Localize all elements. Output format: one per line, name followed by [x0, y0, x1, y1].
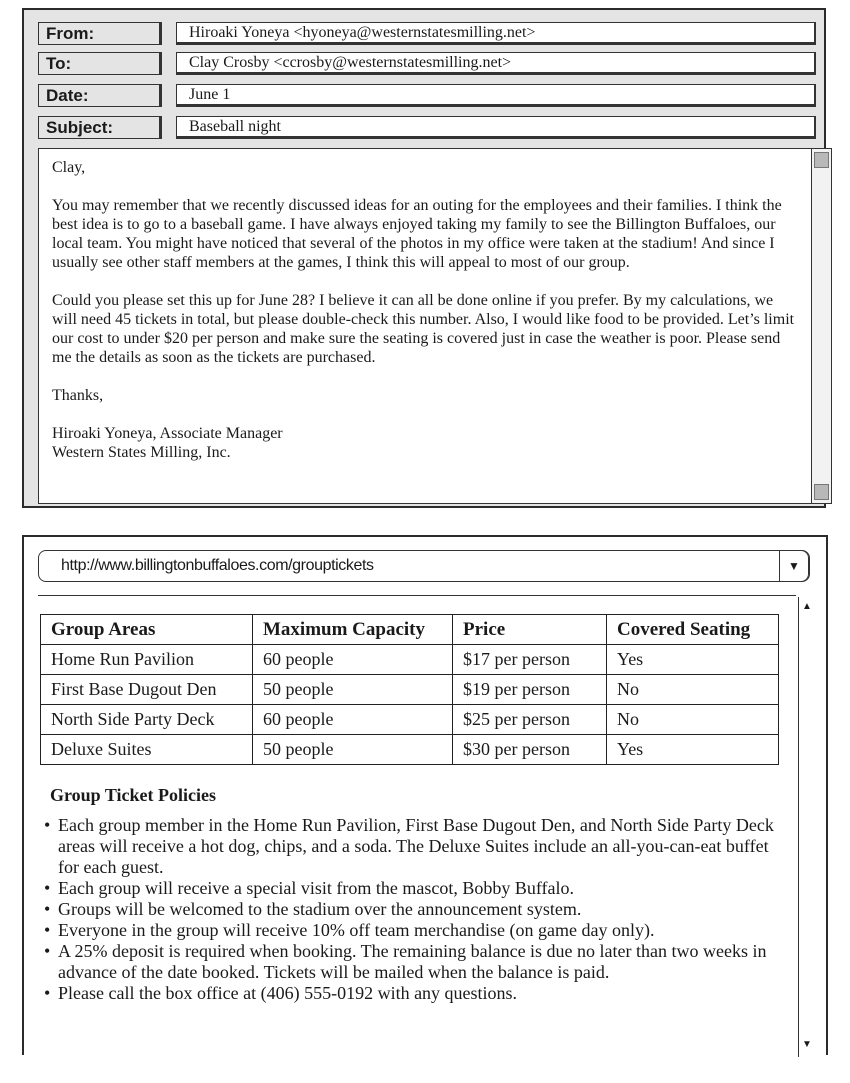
list-item: • Each group member in the Home Run Pavilion, First Base Dugout Den, and North Side Party Deck areas will receive a hot dog, chips, and a soda. The Deluxe Suites include an all-you-can-eat buffet for each guest.: [44, 815, 774, 878]
date-label: Date:: [38, 84, 162, 107]
list-item: • Please call the box office at (406) 555-0192 with any questions.: [44, 983, 774, 1004]
browser-window: [22, 535, 828, 1055]
table-cell: 50 people: [253, 735, 453, 765]
table-header-row: [41, 615, 779, 645]
scroll-down-arrow-icon[interactable]: ▼: [802, 1039, 812, 1050]
subject-row: [38, 116, 816, 139]
scroll-up-arrow-icon[interactable]: ▲: [802, 601, 812, 612]
list-item: • Everyone in the group will receive 10% off team merchandise (on game day only).: [44, 920, 774, 941]
group-areas-table: [40, 614, 779, 765]
subject-field[interactable]: Baseball night: [176, 116, 816, 139]
divider: [38, 595, 796, 596]
to-field[interactable]: Clay Crosby <ccrosby@westernstatesmilling.net>: [176, 52, 816, 75]
email-closing: Thanks,: [52, 387, 104, 404]
to-label: To:: [38, 52, 162, 75]
chevron-down-icon[interactable]: ▼: [779, 550, 809, 582]
email-body[interactable]: [38, 148, 812, 504]
table-row: [41, 645, 779, 675]
policies-title: Group Ticket Policies: [50, 785, 217, 805]
column-header: Covered Seating: [607, 615, 779, 645]
email-greeting: Clay,: [52, 159, 86, 176]
table-cell: No: [607, 705, 779, 735]
email-window: [22, 8, 826, 508]
date-row: [38, 84, 816, 107]
list-item: • Groups will be welcomed to the stadium over the announcement system.: [44, 899, 774, 920]
date-field[interactable]: June 1: [176, 84, 816, 107]
page-scrollbar[interactable]: [798, 597, 816, 1057]
table-row: [41, 675, 779, 705]
email-signature-name: Hiroaki Yoneya, Associate Manager: [52, 425, 283, 442]
table-cell: Deluxe Suites: [41, 735, 253, 765]
scroll-down-icon[interactable]: [814, 484, 829, 500]
table-cell: 60 people: [253, 705, 453, 735]
to-row: [38, 52, 816, 75]
table-cell: 60 people: [253, 645, 453, 675]
email-signature-company: Western States Milling, Inc.: [52, 444, 231, 461]
table-cell: First Base Dugout Den: [41, 675, 253, 705]
url-text: http://www.billingtonbuffaloes.com/grouptickets: [61, 557, 374, 574]
table-cell: $19 per person: [453, 675, 607, 705]
table-cell: Home Run Pavilion: [41, 645, 253, 675]
address-bar[interactable]: [38, 550, 810, 582]
table-cell: 50 people: [253, 675, 453, 705]
table-row: [41, 735, 779, 765]
list-item: • A 25% deposit is required when booking. The remaining balance is due no later than two weeks in advance of the date booked. Tickets will be mailed when the balance is paid.: [44, 941, 774, 983]
table-cell: North Side Party Deck: [41, 705, 253, 735]
from-label: From:: [38, 22, 162, 45]
email-paragraph-1: You may remember that we recently discussed ideas for an outing for the employees and their families. I think the best idea is to go to a baseball game. I have always enjoyed taking my family to see the Billington Buffaloes, our local team. You might have noticed that several of the photos in my office were taken at the stadium! And since I usually see other staff members at the games, I think this will appeal to most of our group.: [52, 197, 782, 271]
table-cell: No: [607, 675, 779, 705]
column-header: Maximum Capacity: [253, 615, 453, 645]
table-cell: $30 per person: [453, 735, 607, 765]
subject-label: Subject:: [38, 116, 162, 139]
column-header: Price: [453, 615, 607, 645]
table-cell: $25 per person: [453, 705, 607, 735]
table-row: [41, 705, 779, 735]
table-cell: Yes: [607, 735, 779, 765]
policies-list: [44, 815, 774, 1004]
list-item: • Each group will receive a special visit from the mascot, Bobby Buffalo.: [44, 878, 774, 899]
column-header: Group Areas: [41, 615, 253, 645]
scroll-up-icon[interactable]: [814, 152, 829, 168]
from-row: [38, 22, 816, 45]
from-field[interactable]: Hiroaki Yoneya <hyoneya@westernstatesmilling.net>: [176, 22, 816, 45]
email-scrollbar[interactable]: [812, 148, 832, 504]
table-cell: Yes: [607, 645, 779, 675]
email-paragraph-2: Could you please set this up for June 28? I believe it can all be done online if you prefer. By my calculations, we will need 45 tickets in total, but please double-check this number. Also, I would like food to be provided. Let’s limit our cost to under $20 per person and make sure the seating is covered just in case the weather is poor. Please send me the details as soon as the tickets are purchased.: [52, 292, 795, 366]
table-cell: $17 per person: [453, 645, 607, 675]
